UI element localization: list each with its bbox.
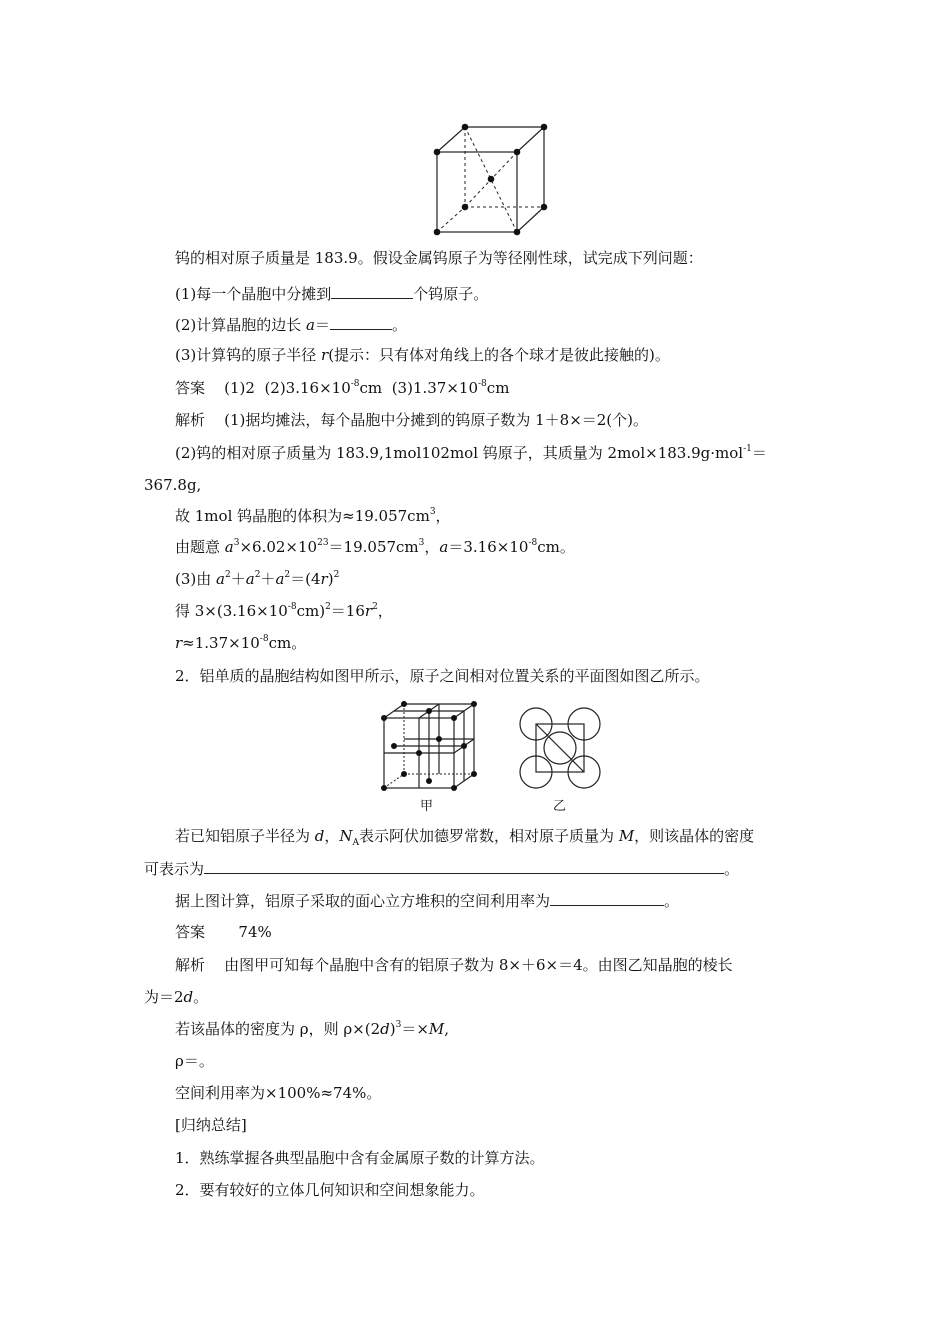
problem-2-analysis-1: 解析 由图甲可知每个晶胞中含有的铝原子数为 8×＋6×＝4。由图乙知晶胞的棱长 bbox=[175, 956, 733, 974]
problem-2-question-2: 据上图计算，铝原子采取的面心立方堆积的空间利用率为 。 bbox=[175, 892, 680, 910]
summary-item-2: 2．要有较好的立体几何知识和空间想象能力。 bbox=[175, 1181, 485, 1199]
problem-2-stem: 2．铝单质的晶胞结构如图甲所示，原子之间相对位置关系的平面图如图乙所示。 bbox=[175, 667, 710, 685]
problem-2-question-1-cont: 可表示为 。 bbox=[144, 860, 740, 878]
answer-blank-2 bbox=[330, 314, 392, 330]
analysis-7: $r\approx 1.37\times 10^{-8}cm$。 bbox=[175, 634, 307, 652]
analysis-6: 得 $3\times(3.16\times 10^{-8}cm)^2=16r^2$， bbox=[175, 602, 393, 620]
question-1: (1)每一个晶胞中分摊到 个钨原子。 bbox=[175, 285, 489, 303]
problem-2-analysis-4: ρ＝。 bbox=[175, 1052, 214, 1070]
answer-line-1: 答案 (1)2 $(2)3.16\times 10^{-8}cm$ $(3)1.37\times 10^{-8}cm$ bbox=[175, 379, 510, 397]
intro-text: 钨的相对原子质量是 183.9。假设金属钨原子为等径刚性球，试完成下列问题： bbox=[175, 249, 703, 267]
answer-blank-1 bbox=[331, 283, 413, 299]
bcc-cell-diagram bbox=[425, 118, 555, 240]
analysis-2: (2)钨的相对原子质量为 183.9,1mol102mol 钨原子，其质量为 2mol×183.9g·mol$^{-1}$＝ bbox=[175, 444, 767, 462]
analysis-5: (3)由 $a^2+a^2+a^2=(4r)^2$ bbox=[175, 570, 340, 588]
figure-a-caption: 甲 bbox=[420, 799, 434, 814]
figure-b-caption: 乙 bbox=[553, 799, 567, 814]
fcc-cell-diagram bbox=[378, 700, 488, 795]
question-2: (2)计算晶胞的边长 a＝ 。 bbox=[175, 316, 408, 334]
problem-2-analysis-3: 若该晶体的密度为 ρ，则 $\rho\times(2d)^3=\times M$, bbox=[175, 1020, 450, 1038]
problem-2-analysis-5: 空间利用率为×100%≈74%。 bbox=[175, 1084, 382, 1102]
question-3: (3)计算钨的原子半径 r(提示：只有体对角线上的各个球才是彼此接触的)。 bbox=[175, 346, 670, 364]
answer-blank-utilization bbox=[550, 890, 664, 906]
problem-2-analysis-2: 为＝2d。 bbox=[144, 988, 209, 1006]
summary-title: [归纳总结] bbox=[175, 1116, 247, 1134]
problem-2-answer: 答案 74% bbox=[175, 923, 272, 941]
analysis-1: 解析 (1)据均摊法，每个晶胞中分摊到的钨原子数为 1＋8×＝2(个)。 bbox=[175, 411, 649, 429]
answer-blank-density bbox=[204, 858, 724, 874]
analysis-4: 由题意 $a^3\times 6.02\times 10^{23}=19.057cm^3$，$a=3.16\times 10^{-8}cm$。 bbox=[175, 538, 575, 556]
fcc-face-diagram bbox=[512, 702, 608, 794]
analysis-3: 故 1mol 钨晶胞的体积为$\approx 19.057cm^3$， bbox=[175, 507, 451, 525]
analysis-2-cont: 367.8g, bbox=[144, 476, 202, 494]
summary-item-1: 1．熟练掌握各典型晶胞中含有金属原子数的计算方法。 bbox=[175, 1149, 545, 1167]
problem-2-question-1: 若已知铝原子半径为 d，$N_A$表示阿伏加德罗常数，相对原子质量为 M，则该晶体的密度 bbox=[175, 827, 755, 848]
